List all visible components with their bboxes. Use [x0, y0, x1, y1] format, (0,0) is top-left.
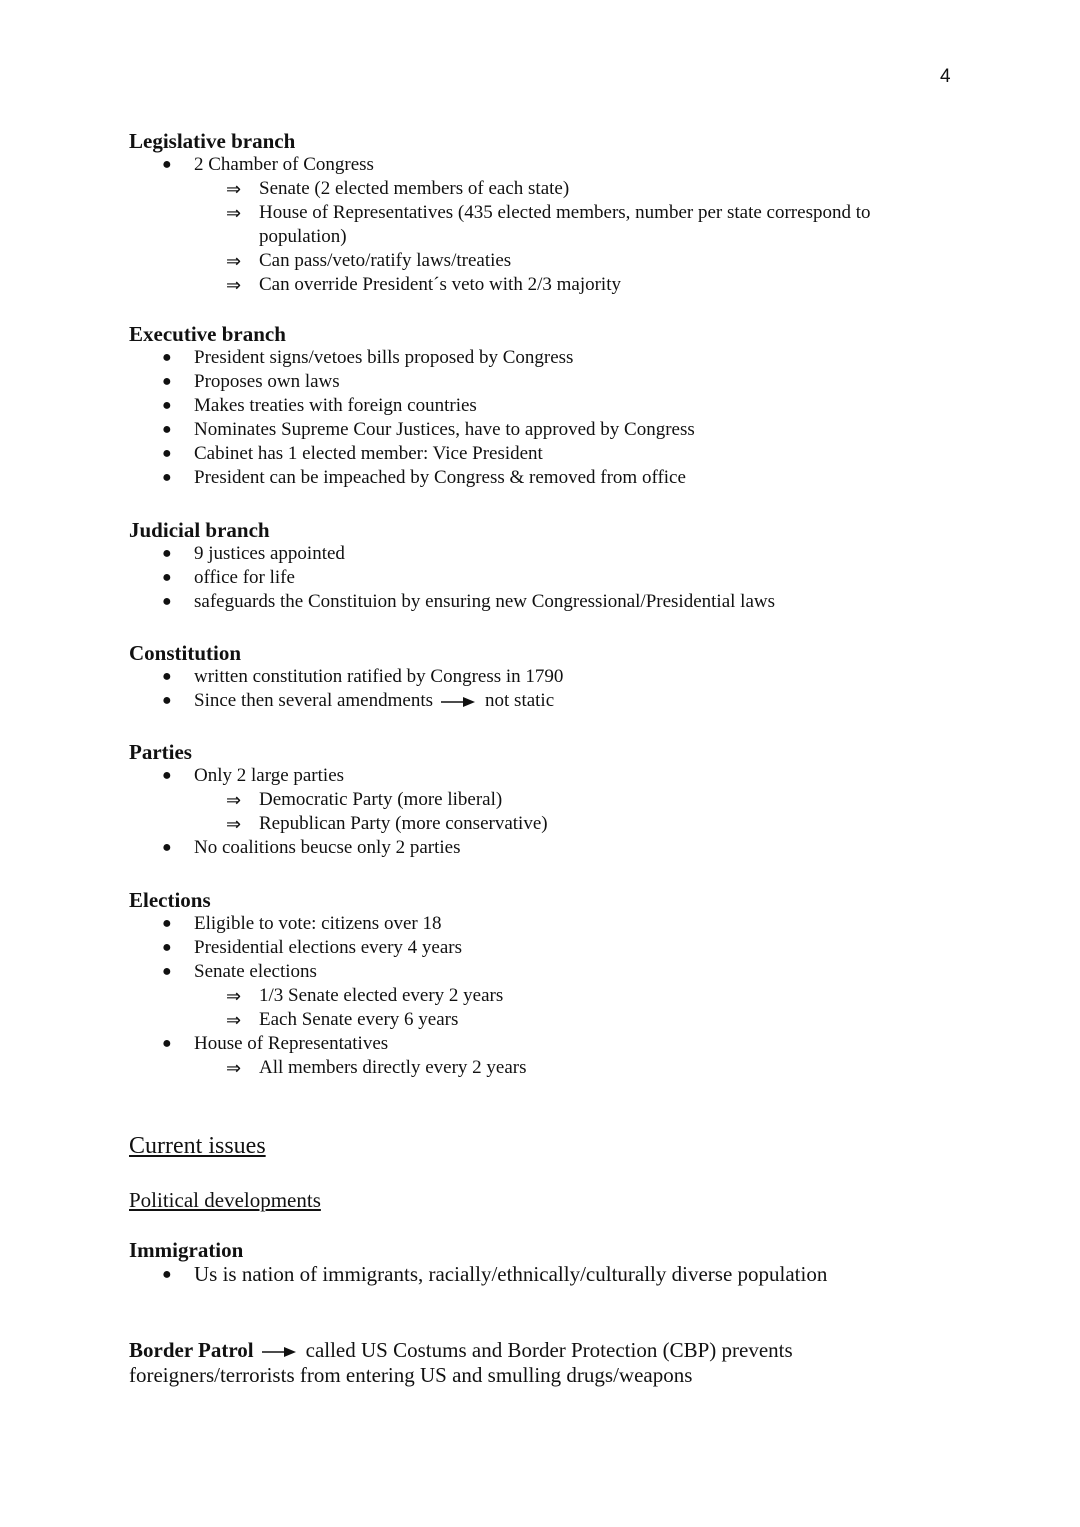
sub-item: ⇒ Republican Party (more conservative)	[226, 813, 548, 834]
bullet-item: ● 2 Chamber of Congress	[162, 154, 374, 175]
heading-judicial: Judicial branch	[129, 518, 270, 542]
bullet-icon: ●	[162, 668, 172, 685]
section-executive	[129, 322, 695, 490]
section-immigration	[129, 1238, 827, 1287]
heading-constitution: Constitution	[129, 641, 242, 665]
sub-item: ⇒ 1/3 Senate elected every 2 years	[226, 985, 504, 1006]
double-arrow-icon: ⇒	[226, 203, 242, 223]
bullet-icon: ●	[162, 421, 172, 438]
heading-border-patrol: Border Patrol	[129, 1338, 254, 1362]
double-arrow-icon: ⇒	[226, 179, 242, 199]
bullet-icon: ●	[162, 593, 172, 610]
heading-current-issues: Current issues	[129, 1133, 266, 1159]
border-patrol-line-2: foreigners/terrorists from entering US and smulling drugs/weapons	[129, 1363, 693, 1387]
section-judicial	[129, 518, 775, 614]
border-patrol-line-1: Border Patrol called US Costums and Border Protection (CBP) prevents	[129, 1338, 793, 1362]
bullet-item: ● Eligible to vote: citizens over 18	[162, 913, 442, 934]
bullet-item: ● Cabinet has 1 elected member: Vice President	[162, 443, 543, 464]
bullet-item: ● office for life	[162, 567, 295, 588]
double-arrow-icon: ⇒	[226, 1010, 242, 1030]
sub-item: ⇒ Democratic Party (more liberal)	[226, 789, 503, 810]
bullet-icon: ●	[162, 692, 172, 709]
sub-item: ⇒ Each Senate every 6 years	[226, 1009, 459, 1030]
section-legislative	[129, 129, 871, 297]
bullet-icon: ●	[162, 963, 172, 980]
bullet-item: ● Only 2 large parties	[162, 765, 345, 786]
bullet-icon: ●	[162, 445, 172, 462]
double-arrow-icon: ⇒	[226, 275, 242, 295]
section-constitution	[129, 641, 563, 713]
bullet-icon: ●	[162, 373, 172, 390]
bullet-item: ● safeguards the Constituion by ensuring new Congressional/Presidential laws	[162, 591, 775, 612]
arrow-right-icon	[441, 696, 475, 708]
bullet-icon: ●	[162, 1266, 172, 1283]
bullet-icon: ●	[162, 469, 172, 486]
bullet-item: ● Us is nation of immigrants, racially/ethnically/culturally diverse population	[162, 1262, 828, 1286]
sub-item: ⇒ Senate (2 elected members of each state)	[226, 178, 570, 199]
heading-parties: Parties	[129, 740, 192, 764]
heading-legislative: Legislative branch	[129, 129, 296, 153]
bullet-item: ● written constitution ratified by Congress in 1790	[162, 666, 564, 687]
bullet-item: ● President can be impeached by Congress & removed from office	[162, 467, 686, 488]
bullet-icon: ●	[162, 349, 172, 366]
section-elections	[129, 888, 526, 1080]
bullet-item: ● President signs/vetoes bills proposed by Congress	[162, 347, 574, 368]
bullet-icon: ●	[162, 569, 172, 586]
sub-item: ⇒ Can override President´s veto with 2/3 majority	[226, 274, 621, 295]
sub-item-continued: population)	[259, 226, 347, 247]
heading-immigration: Immigration	[129, 1238, 244, 1262]
bullet-icon: ●	[162, 545, 172, 562]
double-arrow-icon: ⇒	[226, 814, 242, 834]
bullet-item: ● No coalitions beucse only 2 parties	[162, 837, 461, 858]
double-arrow-icon: ⇒	[226, 790, 242, 810]
sub-item: ⇒ House of Representatives (435 elected members, number per state correspond to	[226, 202, 871, 223]
bullet-item: ● Since then several amendments not static	[162, 690, 555, 711]
bullet-icon: ●	[162, 915, 172, 932]
double-arrow-icon: ⇒	[226, 251, 242, 271]
bullet-item: ● Nominates Supreme Cour Justices, have to approved by Congress	[162, 419, 695, 440]
double-arrow-icon: ⇒	[226, 1058, 242, 1078]
bullet-icon: ●	[162, 1035, 172, 1052]
section-parties	[129, 740, 548, 860]
bullet-icon: ●	[162, 839, 172, 856]
bullet-item: ● Senate elections	[162, 961, 317, 982]
page-number: 4	[940, 66, 951, 87]
bullet-item: ● Presidential elections every 4 years	[162, 937, 463, 958]
sub-item: ⇒ Can pass/veto/ratify laws/treaties	[226, 250, 512, 271]
bullet-item: ● Makes treaties with foreign countries	[162, 395, 477, 416]
bullet-item: ● 9 justices appointed	[162, 543, 345, 564]
bullet-item: ● House of Representatives	[162, 1033, 389, 1054]
arrow-right-icon	[262, 1346, 296, 1358]
heading-political-developments: Political developments	[129, 1188, 321, 1212]
bullet-icon: ●	[162, 397, 172, 414]
heading-executive: Executive branch	[129, 322, 286, 346]
sub-item: ⇒ All members directly every 2 years	[226, 1057, 527, 1078]
heading-elections: Elections	[129, 888, 211, 912]
bullet-icon: ●	[162, 156, 172, 173]
bullet-item: ● Proposes own laws	[162, 371, 340, 392]
bullet-icon: ●	[162, 767, 172, 784]
double-arrow-icon: ⇒	[226, 986, 242, 1006]
section-border-patrol	[129, 1338, 793, 1388]
bullet-icon: ●	[162, 939, 172, 956]
